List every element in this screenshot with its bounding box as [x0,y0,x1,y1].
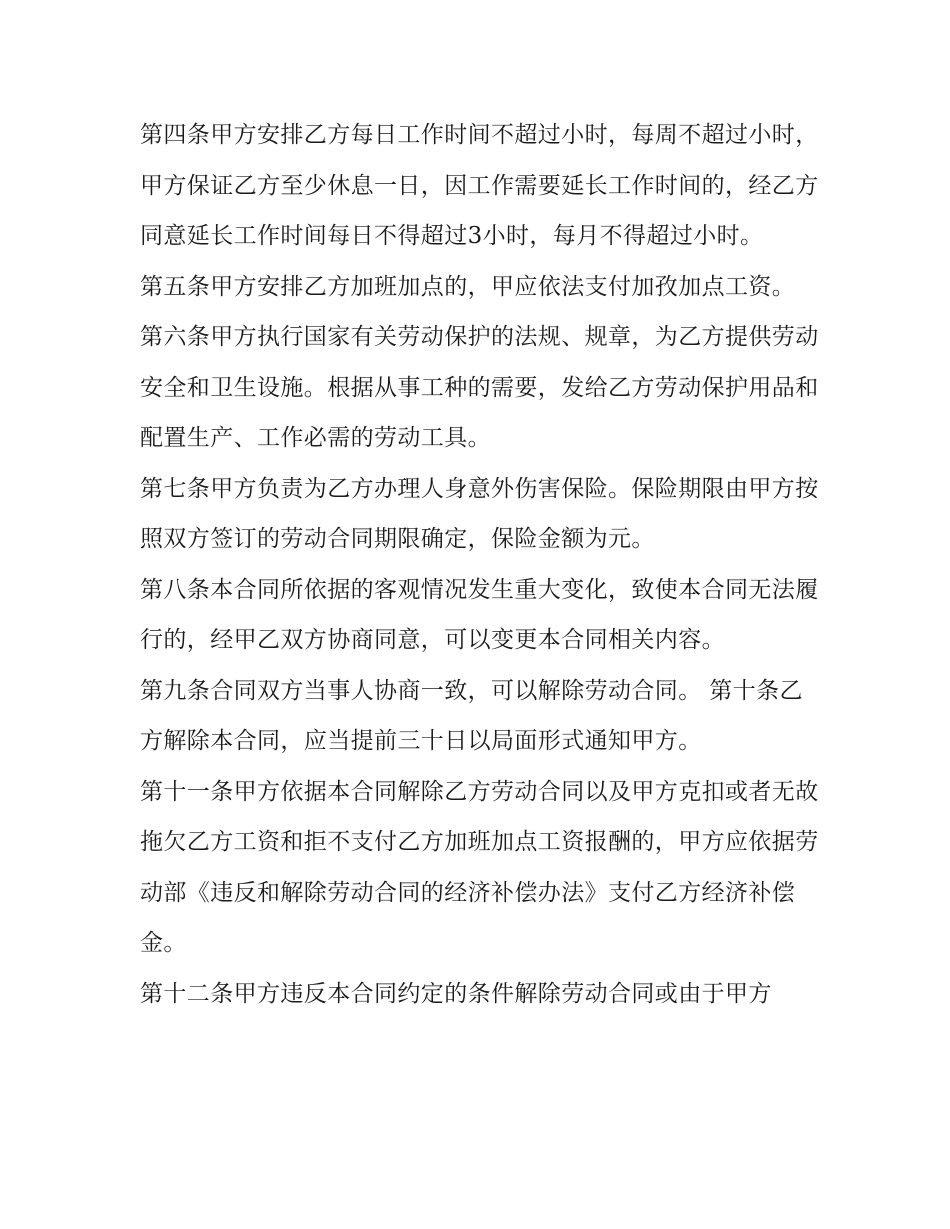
article-6-paragraph: 第六条甲方执行国家有关劳动保护的法规、规章，为乙方提供劳动安全和卫生设施。根据从事工种的需要，发给乙方劳动保护用品和配置生产、工作必需的劳动工具。 [140,324,819,451]
article-5-paragraph: 第五条甲方安排乙方加班加点的，甲应依法支付加孜加点工资。 [140,273,796,300]
article-4-paragraph: 第四条甲方安排乙方每日工作时间不超过小时，每周不超过小时，甲方保证乙方至少休息一日，因工作需要延长工作时间的，经乙方同意延长工作时间每日不得超过3小时，每月不得超过小时。 [140,122,819,249]
document-body [140,110,820,1019]
article-9-10-paragraph: 第九条合同双方当事人协商一致，可以解除劳动合同。 第十条乙方解除本合同，应当提前三十日以局面形式通知甲方。 [140,677,803,754]
article-12-paragraph: 第十二条甲方违反本合同约定的条件解除劳动合同或由于甲方 [140,980,772,1007]
article-7-paragraph: 第七条甲方负责为乙方办理人身意外伤害保险。保险期限由甲方按照双方签订的劳动合同期限确定，保险金额为元。 [140,475,819,552]
article-8-paragraph: 第八条本合同所依据的客观情况发生重大变化，致使本合同无法履行的，经甲乙双方协商同意，可以变更本合同相关内容。 [140,576,819,653]
article-11-paragraph: 第十一条甲方依据本合同解除乙方劳动合同以及甲方克扣或者无故拖欠乙方工资和拒不支付乙方加班加点工资报酬的，甲方应依据劳动部《违反和解除劳动合同的经济补偿办法》支付乙方经济补偿金。 [140,778,819,956]
